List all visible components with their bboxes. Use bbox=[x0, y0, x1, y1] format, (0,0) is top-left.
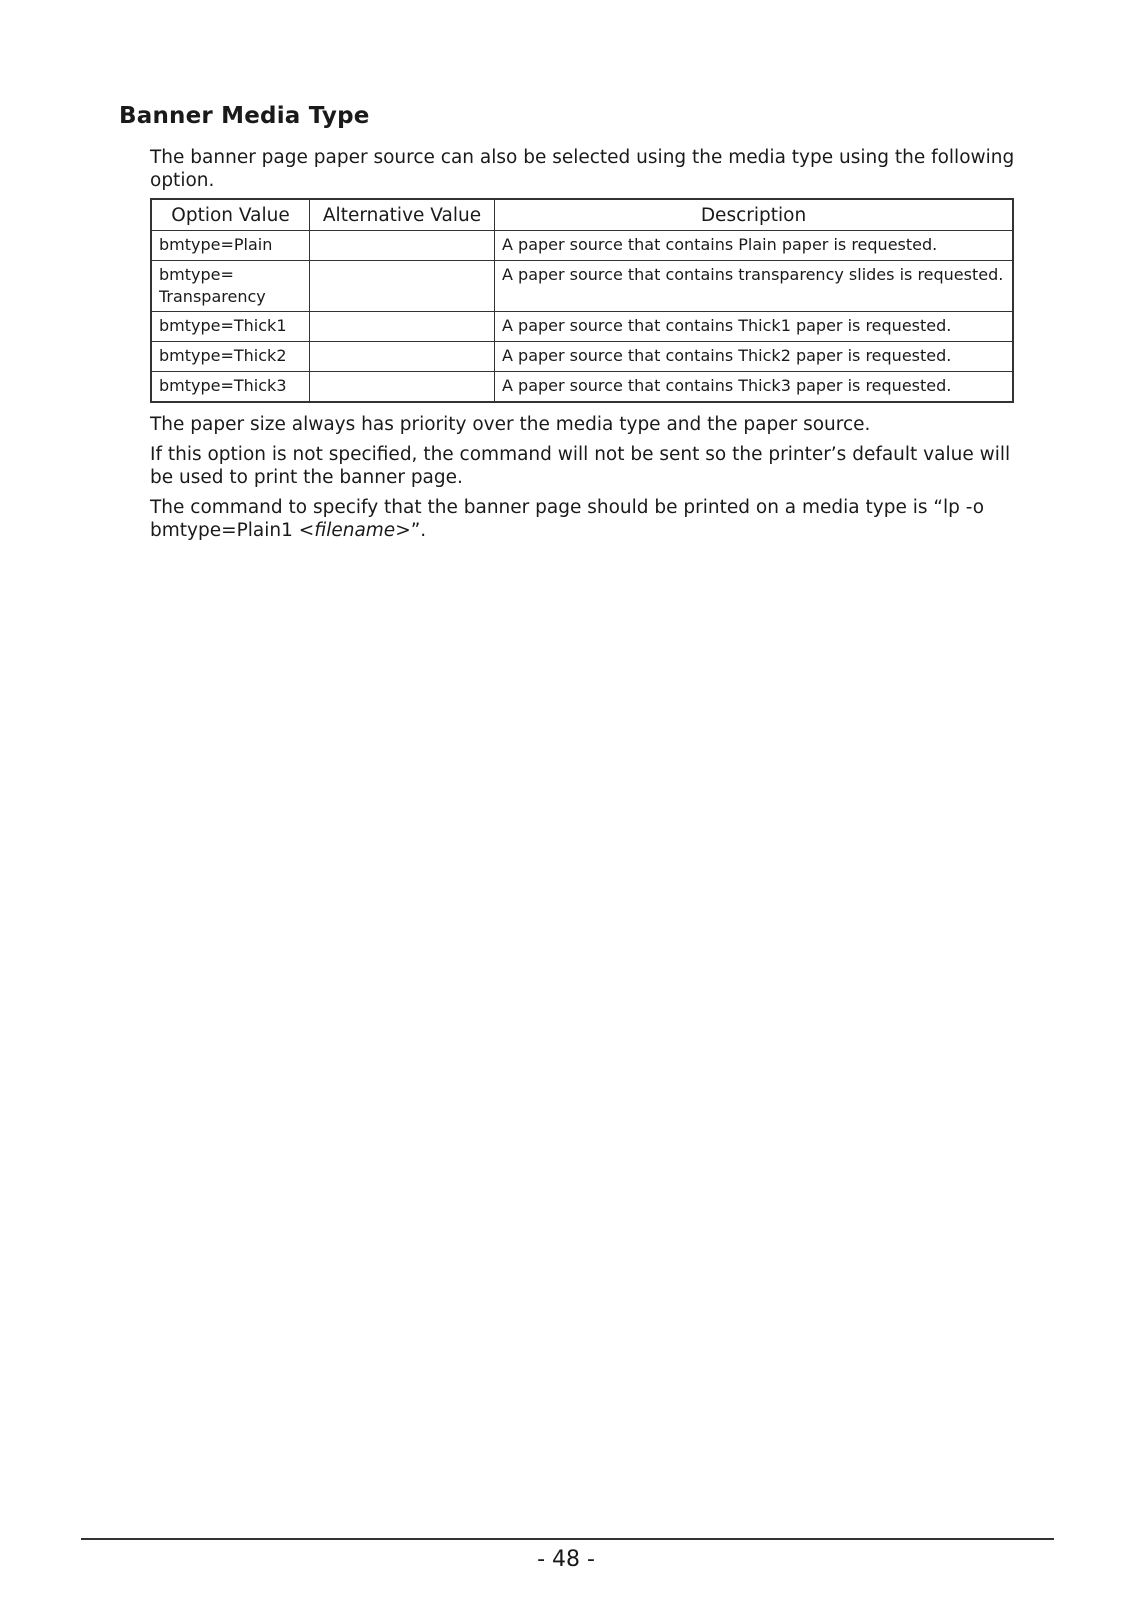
option-cell: bmtype=Thick3 bbox=[151, 372, 310, 403]
command-text: The command to specify that the banner page should be printed on a media type is “lp -o bmtype=Plain1 bbox=[150, 497, 985, 541]
alternative-cell bbox=[310, 231, 495, 261]
options-table bbox=[150, 198, 1014, 403]
table-row bbox=[151, 231, 1013, 261]
header-description: Description bbox=[495, 199, 1014, 231]
alternative-cell bbox=[310, 261, 495, 312]
option-cell: bmtype= Transparency bbox=[151, 261, 310, 312]
table-header-row bbox=[151, 199, 1013, 231]
command-suffix: ”. bbox=[410, 520, 427, 541]
description-cell: A paper source that contains Plain paper is requested. bbox=[495, 231, 1014, 261]
description-cell: A paper source that contains transparency slides is requested. bbox=[495, 261, 1014, 312]
table-row bbox=[151, 342, 1013, 372]
table-row bbox=[151, 261, 1013, 312]
intro-paragraph: The banner page paper source can also be selected using the media type using the following option. bbox=[150, 147, 1015, 191]
table-row bbox=[151, 372, 1013, 403]
section-heading: Banner Media Type bbox=[119, 103, 370, 129]
alternative-cell bbox=[310, 342, 495, 372]
description-cell: A paper source that contains Thick2 paper is requested. bbox=[495, 342, 1014, 372]
option-cell: bmtype=Thick1 bbox=[151, 312, 310, 342]
table-row bbox=[151, 312, 1013, 342]
description-cell: A paper source that contains Thick3 paper is requested. bbox=[495, 372, 1014, 403]
header-alternative-value: Alternative Value bbox=[310, 199, 495, 231]
description-cell: A paper source that contains Thick1 paper is requested. bbox=[495, 312, 1014, 342]
option-cell: bmtype=Plain bbox=[151, 231, 310, 261]
filename-placeholder: <filename> bbox=[298, 520, 411, 541]
priority-note: The paper size always has priority over the media type and the paper source. bbox=[150, 414, 871, 435]
notes bbox=[150, 413, 1038, 542]
header-option-value: Option Value bbox=[151, 199, 310, 231]
page-number: - 48 - bbox=[537, 1547, 595, 1572]
alternative-cell bbox=[310, 372, 495, 403]
alternative-cell bbox=[310, 312, 495, 342]
option-cell: bmtype=Thick2 bbox=[151, 342, 310, 372]
footer-divider bbox=[81, 1538, 1054, 1540]
command-note bbox=[150, 496, 1038, 542]
section-body bbox=[150, 146, 1038, 549]
default-note: If this option is not specified, the command will not be sent so the printer’s default value will be used to print the banner page. bbox=[150, 444, 1011, 488]
